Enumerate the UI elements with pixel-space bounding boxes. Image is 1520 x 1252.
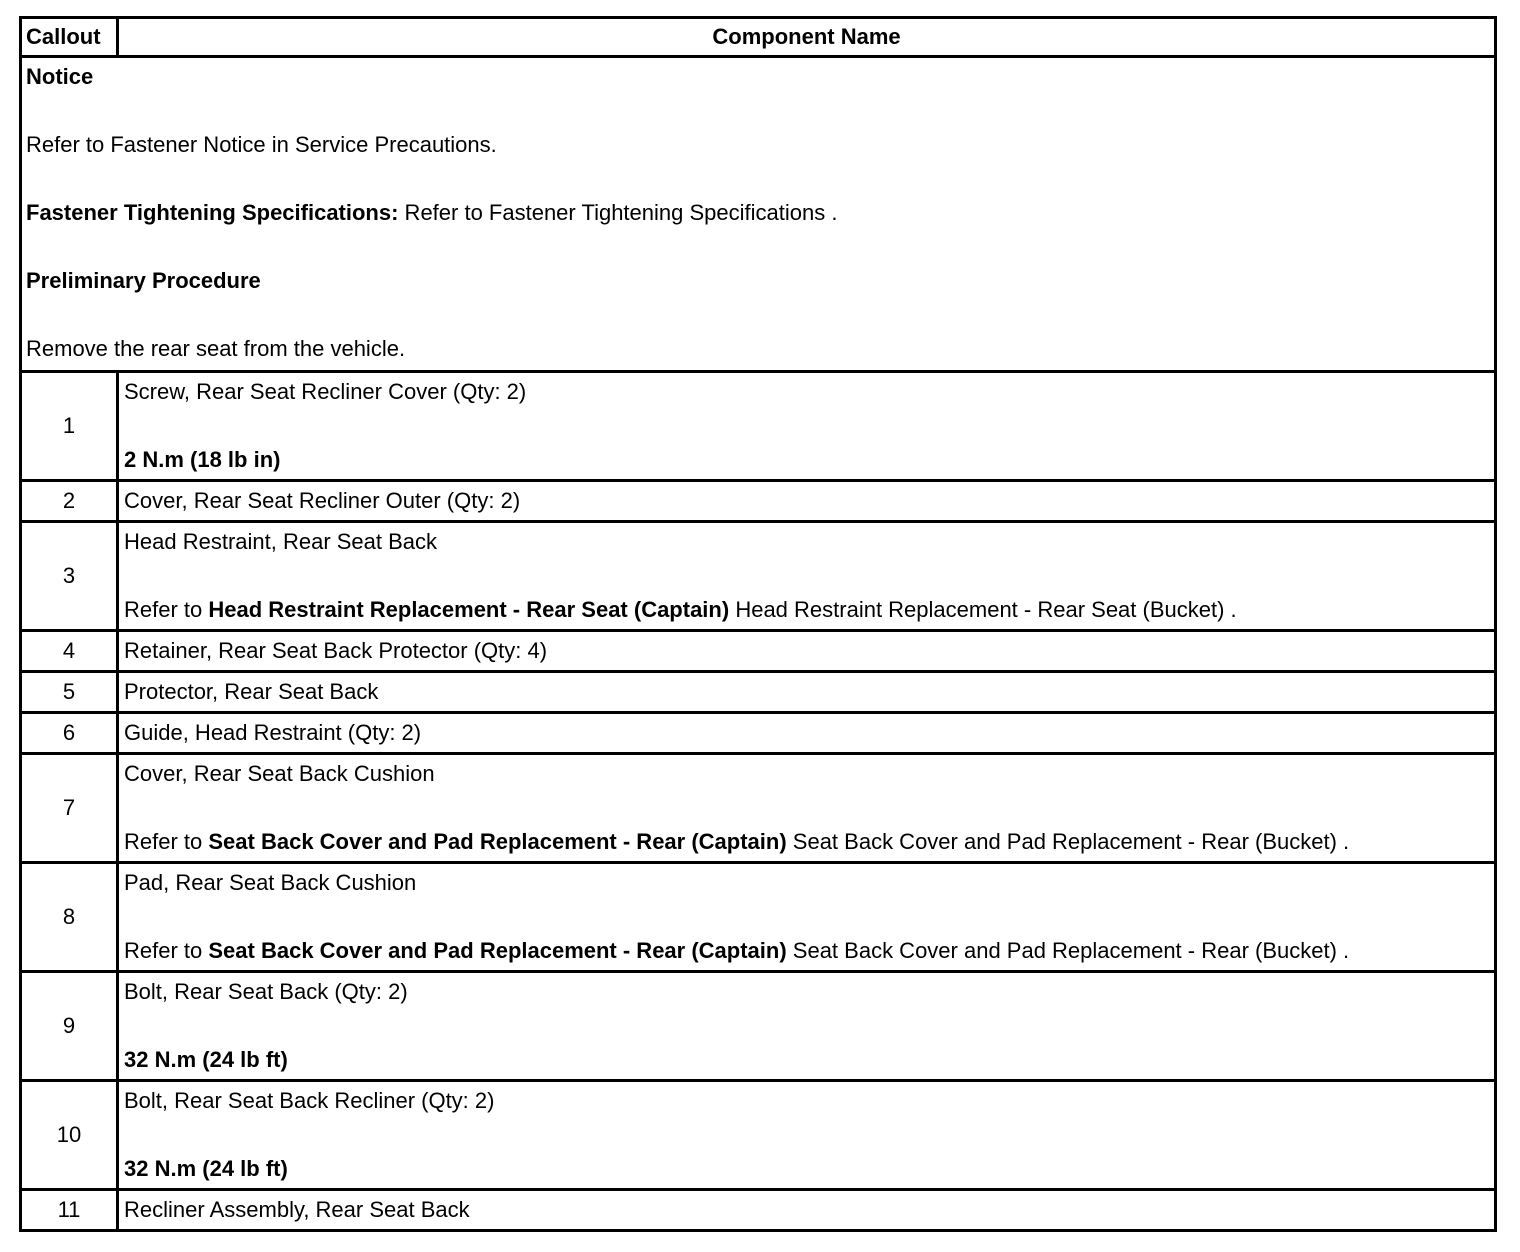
reference-link-bucket[interactable]: Head Restraint Replacement - Rear Seat (Bucket) — [729, 597, 1225, 622]
callout-cell: 10 — [21, 1081, 118, 1190]
fastener-spec-label: Fastener Tightening Specifications: — [26, 200, 399, 225]
component-name: Cover, Rear Seat Back Cushion — [124, 761, 435, 786]
component-name: Retainer, Rear Seat Back Protector (Qty: 4) — [124, 638, 548, 663]
torque-spec: 32 N.m (24 lb ft) — [124, 1047, 288, 1072]
callout-cell: 4 — [21, 631, 118, 672]
reference-prefix: Refer to — [124, 829, 209, 854]
component-cell — [118, 863, 1496, 972]
reference-link-captain[interactable]: Seat Back Cover and Pad Replacement - Rear (Captain) — [208, 938, 787, 963]
callout-cell: 9 — [21, 972, 118, 1081]
table-row — [21, 1190, 1496, 1231]
reference-suffix: . — [1224, 597, 1237, 622]
table-row — [21, 713, 1496, 754]
table-row — [21, 481, 1496, 522]
component-cell — [118, 372, 1496, 481]
fastener-spec-link[interactable]: Refer to Fastener Tightening Specifications . — [398, 200, 838, 225]
table-row — [21, 672, 1496, 713]
component-cell — [118, 672, 1496, 713]
component-name: Protector, Rear Seat Back — [124, 679, 379, 704]
table-row — [21, 631, 1496, 672]
fastener-notice-text: Refer to Fastener Notice in Service Precautions. — [26, 132, 497, 157]
header-row — [21, 18, 1496, 57]
callout-header: Callout — [21, 18, 118, 57]
component-name: Recliner Assembly, Rear Seat Back — [124, 1197, 470, 1222]
component-name: Pad, Rear Seat Back Cushion — [124, 870, 417, 895]
callout-cell: 7 — [21, 754, 118, 863]
table-row — [21, 1081, 1496, 1190]
callout-cell: 1 — [21, 372, 118, 481]
component-cell — [118, 713, 1496, 754]
preliminary-procedure-text: Remove the rear seat from the vehicle. — [26, 336, 406, 361]
notice-row — [21, 57, 1496, 372]
table-row — [21, 754, 1496, 863]
reference-suffix: . — [1336, 829, 1350, 854]
component-name: Guide, Head Restraint (Qty: 2) — [124, 720, 422, 745]
callout-cell: 5 — [21, 672, 118, 713]
reference-link-bucket[interactable]: Seat Back Cover and Pad Replacement - Rear (Bucket) — [786, 829, 1337, 854]
reference-link-bucket[interactable]: Seat Back Cover and Pad Replacement - Rear (Bucket) — [786, 938, 1337, 963]
callout-cell: 11 — [21, 1190, 118, 1231]
notice-title: Notice — [26, 64, 94, 89]
torque-spec: 32 N.m (24 lb ft) — [124, 1156, 288, 1181]
table-row — [21, 972, 1496, 1081]
component-cell — [118, 1190, 1496, 1231]
reference-prefix: Refer to — [124, 938, 209, 963]
procedure-reference — [124, 825, 1490, 859]
component-name: Head Restraint, Rear Seat Back — [124, 529, 438, 554]
reference-link-captain[interactable]: Head Restraint Replacement - Rear Seat (Captain) — [208, 597, 730, 622]
preliminary-procedure-title: Preliminary Procedure — [26, 268, 261, 293]
reference-link-captain[interactable]: Seat Back Cover and Pad Replacement - Rear (Captain) — [208, 829, 787, 854]
component-cell — [118, 522, 1496, 631]
component-name: Bolt, Rear Seat Back (Qty: 2) — [124, 979, 408, 1004]
procedure-reference — [124, 593, 1490, 627]
component-table — [19, 16, 1497, 1232]
component-name: Screw, Rear Seat Recliner Cover (Qty: 2) — [124, 379, 527, 404]
procedure-reference — [124, 934, 1490, 968]
fastener-spec-line — [26, 196, 1490, 230]
component-name: Bolt, Rear Seat Back Recliner (Qty: 2) — [124, 1088, 495, 1113]
notice-cell — [21, 57, 1496, 372]
table-row — [21, 863, 1496, 972]
component-cell — [118, 972, 1496, 1081]
reference-prefix: Refer to — [124, 597, 209, 622]
torque-spec: 2 N.m (18 lb in) — [124, 447, 281, 472]
table-row — [21, 522, 1496, 631]
component-cell — [118, 481, 1496, 522]
component-name-header: Component Name — [118, 18, 1496, 57]
callout-cell: 8 — [21, 863, 118, 972]
table-row — [21, 372, 1496, 481]
callout-cell: 2 — [21, 481, 118, 522]
callout-cell: 3 — [21, 522, 118, 631]
component-table-sheet — [19, 16, 1494, 1232]
component-cell — [118, 754, 1496, 863]
component-name: Cover, Rear Seat Recliner Outer (Qty: 2) — [124, 488, 521, 513]
component-cell — [118, 1081, 1496, 1190]
reference-suffix: . — [1336, 938, 1350, 963]
component-cell — [118, 631, 1496, 672]
callout-cell: 6 — [21, 713, 118, 754]
